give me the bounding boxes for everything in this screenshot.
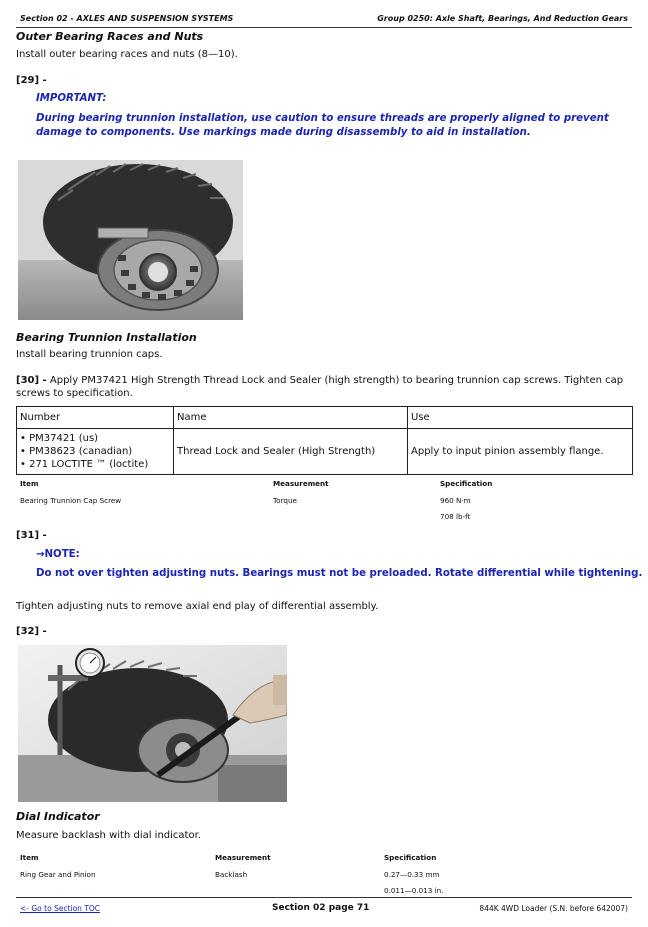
part-number-item: • PM38623 (canadian) xyxy=(20,446,133,457)
trunnion-heading: Bearing Trunnion Installation xyxy=(16,331,197,344)
col-use-header: Use xyxy=(408,407,633,429)
spec1-measurement: Torque xyxy=(273,496,297,505)
note-label: →NOTE: xyxy=(36,549,80,560)
important-label: IMPORTANT: xyxy=(36,93,107,104)
part-name-cell: Thread Lock and Sealer (High Strength) xyxy=(174,429,408,475)
table-row xyxy=(17,429,633,475)
spec2-measurement-header: Measurement xyxy=(215,853,271,862)
important-line-1: During bearing trunnion installation, use caution to ensure threads are properly aligned to prevent xyxy=(36,113,609,124)
spec1-value-metric: 960 N·m xyxy=(440,496,471,505)
step-30-line-1 xyxy=(16,375,636,386)
go-to-toc-link[interactable]: <- Go to Section TOC xyxy=(20,904,101,913)
spec1-item: Bearing Trunnion Cap Screw xyxy=(20,496,122,505)
page-footer xyxy=(16,897,632,919)
spec2-item-header: Item xyxy=(20,853,39,862)
spec1-value-imperial: 708 lb-ft xyxy=(440,512,471,521)
bearing-trunnion-photo xyxy=(18,160,243,320)
section-title: Section 02 - AXLES AND SUSPENSION SYSTEMS xyxy=(20,14,234,23)
dial-indicator-photo xyxy=(18,645,287,802)
group-title: Group 0250: Axle Shaft, Bearings, And Reduction Gears xyxy=(377,14,628,23)
part-numbers-cell xyxy=(17,429,174,475)
col-number-header: Number xyxy=(17,407,174,429)
step-32-label: [32] - xyxy=(16,626,47,637)
step-29-label: [29] - xyxy=(16,75,47,86)
spec2-measurement: Backlash xyxy=(215,870,248,879)
model-label: 844K 4WD Loader (S.N. before 642007) xyxy=(479,904,628,913)
step-30-line-2: screws to specification. xyxy=(16,388,133,399)
outer-bearing-heading: Outer Bearing Races and Nuts xyxy=(16,30,204,43)
spec1-measurement-header: Measurement xyxy=(273,479,329,488)
col-name-header: Name xyxy=(174,407,408,429)
step-30-text: Apply PM37421 High Strength Thread Lock and Sealer (high strength) to bearing trunnion cap screws. Tighten cap xyxy=(46,375,624,386)
step-31-label: [31] - xyxy=(16,530,47,541)
dial-text: Measure backlash with dial indicator. xyxy=(16,830,201,841)
part-number-item: • 271 LOCTITE ™ (loctite) xyxy=(20,459,149,470)
spec2-value-imperial: 0.011—0.013 in. xyxy=(384,886,444,895)
important-line-2: damage to components. Use markings made during disassembly to aid in installation. xyxy=(36,127,531,138)
note-text: Do not over tighten adjusting nuts. Bearings must not be preloaded. Rotate differential while tightening. xyxy=(36,568,643,579)
spec1-item-header: Item xyxy=(20,479,39,488)
spec2-specification-header: Specification xyxy=(384,853,437,862)
table-header-row xyxy=(17,407,633,429)
spec1-specification-header: Specification xyxy=(440,479,493,488)
step-31-text: Tighten adjusting nuts to remove axial end play of differential assembly. xyxy=(16,601,379,612)
page-number: Section 02 page 71 xyxy=(272,903,370,913)
outer-bearing-text: Install outer bearing races and nuts (8—10). xyxy=(16,49,238,60)
page-header xyxy=(16,10,632,28)
part-number-item: • PM37421 (us) xyxy=(20,433,99,444)
trunnion-text: Install bearing trunnion caps. xyxy=(16,349,163,360)
spec2-item: Ring Gear and Pinion xyxy=(20,870,96,879)
step-30-label: [30] - xyxy=(16,375,47,386)
dial-heading: Dial Indicator xyxy=(16,810,100,823)
part-use-cell: Apply to input pinion assembly flange. xyxy=(408,429,633,475)
spec2-value-metric: 0.27—0.33 mm xyxy=(384,870,440,879)
parts-table xyxy=(16,406,633,475)
